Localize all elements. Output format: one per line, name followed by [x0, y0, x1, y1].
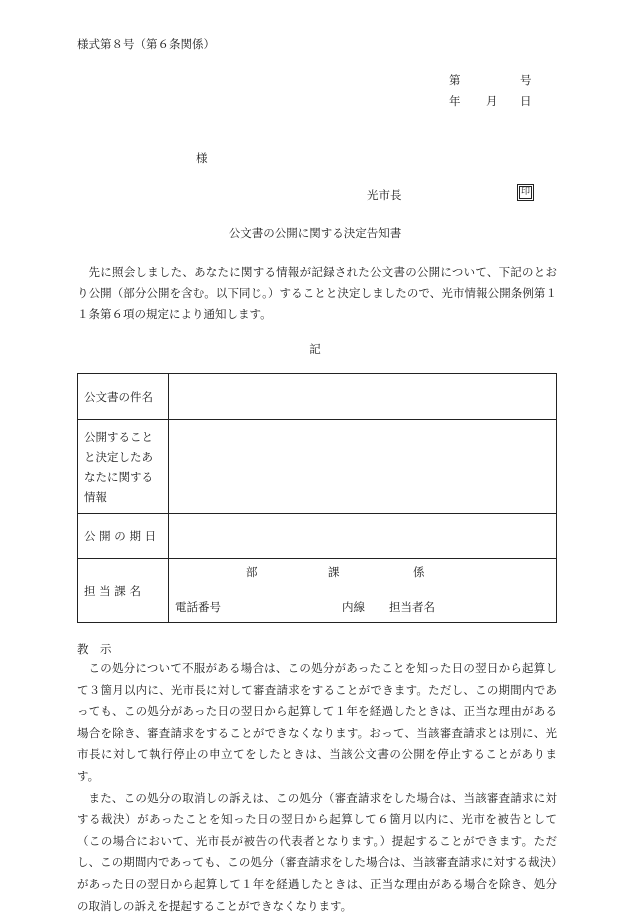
notice-paragraph-1: この処分について不服がある場合は、この処分があったことを知った日の翌日から起算して３箇月以内に、光市長に対して審査請求をすることができます。ただし、この期間内であっても、この処分があった日の翌日から起算して１年を経過したときは、正当な理由がある場合を除き、審査請求をすることができなくなります。おって、当該審査請求とは別に、光市長に対して執行停止の申立てをしたときは、当該公文書の公開を停止することがあります。	[77, 661, 557, 783]
table-row	[78, 374, 557, 420]
number-suffix: 号	[520, 73, 532, 87]
person-label: 担当者名	[389, 600, 435, 614]
info-table	[77, 373, 557, 623]
notice-paragraph-2: また、この処分の取消しの訴えは、この処分（審査請求をした場合は、当該審査請求に対する裁決）があったことを知った日の翌日から起算して６箇月以内に、光市を被告として（この場合において、光市長が被告の代表者となります。）提起することができます。ただし、この期間内であっても、この処分（審査請求をした場合は、当該審査請求に対する裁決）があった日の翌日から起算して１年を経過したときは、正当な理由がある場合を除き、処分の取消しの訴えを提起することができなくなります。	[77, 790, 557, 913]
body-text: 先に照会しました、あなたに関する情報が記録された公文書の公開について、下記のとおり公開（部分公開を含む。以下同じ。）することと決定しましたので、光市情報公開条例第１１条第６項の規定により通知します。	[77, 265, 557, 321]
info-label: 公開することと決定したあなたに関する情報	[78, 420, 169, 514]
dept-kakari: 係	[413, 565, 425, 579]
table-row	[78, 420, 557, 514]
date-year: 年	[449, 94, 461, 108]
dept-ka: 課	[328, 565, 340, 579]
subject-value	[169, 374, 557, 420]
notice-body	[77, 658, 557, 917]
extension-label: 内線	[342, 600, 365, 614]
subject-label: 公文書の件名	[78, 374, 169, 420]
seal-char: 印	[520, 187, 530, 197]
info-value	[169, 420, 557, 514]
dept-value	[169, 559, 557, 623]
table-row	[78, 514, 557, 559]
form-number: 様式第８号（第６条関係）	[77, 37, 215, 51]
date-value	[169, 514, 557, 559]
date-day: 日	[520, 94, 532, 108]
seal-stamp	[517, 184, 534, 201]
phone-label: 電話番号	[175, 600, 221, 614]
notice-heading: 教 示	[77, 642, 112, 656]
number-prefix: 第	[449, 73, 461, 87]
body-paragraph	[77, 262, 557, 325]
date-label: 公 開 の 期 日	[78, 514, 169, 559]
table-row	[78, 559, 557, 623]
ki-heading: 記	[309, 342, 321, 356]
issuer-name: 光市長	[367, 188, 402, 202]
document-title: 公文書の公開に関する決定告知書	[228, 226, 402, 240]
addressee: 様	[196, 151, 208, 165]
dept-bu: 部	[246, 565, 258, 579]
dept-label: 担 当 課 名	[78, 559, 169, 623]
date-month: 月	[486, 94, 498, 108]
